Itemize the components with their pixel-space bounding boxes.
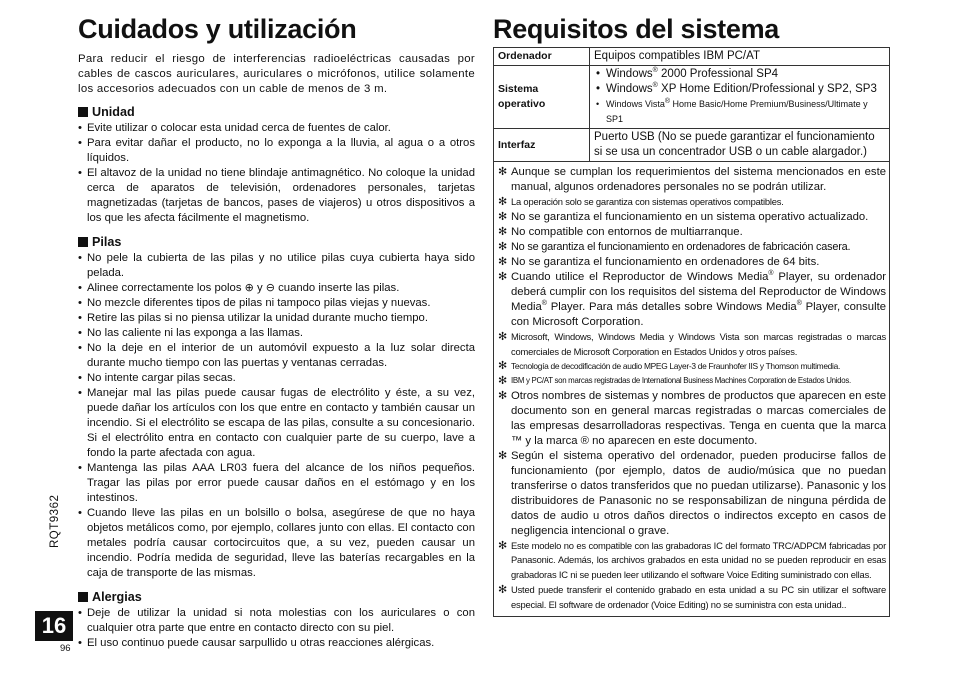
- list-item: • No mezcle diferentes tipos de pilas ni tampoco pilas viejas y nuevas.: [78, 296, 475, 311]
- list-item: • El altavoz de la unidad no tiene blindaje antimagnético. No coloque la unidad cerca de aparatos de televisión, ordenadores personales, tarjetas magnetizadas (tarjetas de bancos, pases de viajeros) u otros dispositivos a los que les afecta fácilmente el magnetismo.: [78, 166, 475, 226]
- alergias-heading: Alergias: [78, 589, 475, 605]
- os-item: • Windows® 2000 Professional SP4: [594, 67, 885, 82]
- list-item: • No intente cargar pilas secas.: [78, 371, 475, 386]
- care-intro: Para reducir el riesgo de interferencias radioeléctricas causadas por cables de cascos auriculares, auriculares o micrófonos, utilice solamente los accesorios adecuados con un cable de menos de 3 m.: [78, 53, 475, 95]
- note-item: ✻ Según el sistema operativo del ordenador, pueden producirse fallos de funcionamiento (por ejemplo, datos de audio/música que no puedan transferirse o datos transferidos que no puedan utilizarse). Panasonic y los distribuidores de Panasonic no se responsabilizan de ninguna pérdida de datos de audio u otros daños directos o indirectos excepto en casos de negligencia intencional o grave.: [498, 449, 886, 537]
- ordenador-label: Ordenador: [494, 48, 590, 66]
- minus-pole-icon: ⊖: [265, 282, 275, 294]
- note-item: ✻ IBM y PC/AT son marcas registradas de International Business Machines Corporation de Estados Unidos.: [498, 374, 851, 387]
- note-item: ✻ Otros nombres de sistemas y nombres de productos que aparecen en este documento son en general marcas registradas o marcas comerciales de las empresas desarrolladoras respectivas. Tenga en cuenta que la marca ™ y la marca ® no aparecen en este documento.: [498, 389, 886, 447]
- asterisk-icon: ✻: [498, 225, 508, 238]
- sistema-label: Sistema operativo: [494, 66, 590, 129]
- pilas-heading: Pilas: [78, 234, 475, 250]
- list-item: • No la deje en el interior de un automóvil expuesto a la luz solar directa durante mucho tiempo con las puertas y ventanas cerradas.: [78, 341, 475, 371]
- page-number: 16: [35, 611, 73, 641]
- asterisk-icon: ✻: [498, 196, 508, 208]
- note-item: ✻ No compatible con entornos de multiarranque.: [498, 225, 743, 238]
- note-item: ✻ Microsoft, Windows, Windows Media y Windows Vista son marcas registradas o marcas comerciales de Microsoft Corporation en Estados Unidos y otros países.: [498, 330, 886, 357]
- list-item: • Para evitar dañar el producto, no lo exponga a la lluvia, al agua o a otros líquidos.: [78, 136, 475, 166]
- list-item: • Retire las pilas si no piensa utilizar la unidad durante mucho tiempo.: [78, 311, 475, 326]
- note-item: ✻ Tecnología de decodificación de audio MPEG Layer-3 de Fraunhofer IIS y Thomson multimedia.: [498, 360, 840, 373]
- note-item: ✻ Cuando utilice el Reproductor de Windows Media® Player, su ordenador deberá cumplir con los requisitos del sistema del Reproductor de Windows Media® Player. Para más detalles sobre Windows Media® Player, consulte con Microsoft Corporation.: [498, 270, 886, 328]
- page-number-small: 96: [60, 643, 71, 654]
- list-item: • No las caliente ni las exponga a las llamas.: [78, 326, 475, 341]
- document-code: RQT9362: [49, 494, 61, 548]
- unidad-list: [78, 121, 475, 226]
- list-item: • Deje de utilizar la unidad si nota molestias con los auriculares o con cualquier otra parte que entre en contacto directo con su piel.: [78, 606, 475, 636]
- asterisk-icon: ✻: [498, 255, 508, 268]
- note-item: ✻ La operación solo se garantiza con sistemas operativos compatibles.: [498, 196, 784, 208]
- list-item: • Cuando lleve las pilas en un bolsillo o bolsa, asegúrese de que no haya objetos metálicos como, por ejemplo, collares junto con ellas. El contacto con metales podría causar cortocircuitos que, a su vez, pueden causar un incendio. Podría medida de seguridad, lleve las baterías recargables en la caja de transporte de las mismas.: [78, 506, 475, 581]
- pilas-list: [78, 251, 475, 581]
- requirements-table: [493, 47, 890, 162]
- note-item: ✻ No se garantiza el funcionamiento en ordenadores de 64 bits.: [498, 255, 820, 268]
- interfaz-value: Puerto USB (No se puede garantizar el funcionamiento si se usa un concentrador USB o un cable alargador.): [590, 129, 890, 162]
- asterisk-icon: ✻: [498, 166, 508, 178]
- list-item: • Mantenga las pilas AAA LR03 fuera del alcance de los niños pequeños. Tragar las pilas por error puede causar daños en el estómago y en los intestinos.: [78, 461, 475, 506]
- asterisk-icon: ✻: [498, 360, 507, 373]
- interfaz-label: Interfaz: [494, 129, 590, 162]
- list-item: • Evite utilizar o colocar esta unidad cerca de fuentes de calor.: [78, 121, 475, 136]
- asterisk-icon: ✻: [498, 374, 507, 387]
- note-item: ✻ Aunque se cumplan los requerimientos del sistema mencionados en este manual, algunos ordenadores personales no se podrán utilizar.: [498, 166, 886, 193]
- black-square-icon: [78, 237, 88, 247]
- note-item: ✻ No se garantiza el funcionamiento en ordenadores de fabricación casera.: [498, 240, 851, 253]
- right-column: [493, 12, 890, 617]
- list-item-polos: • Alinee correctamente los polos ⊕ y ⊖ cuando inserte las pilas.: [78, 281, 475, 296]
- asterisk-icon: ✻: [498, 240, 508, 253]
- note-item: ✻ Este modelo no es compatible con las grabadoras IC del formato TRC/ADPCM fabricadas por Panasonic. Además, los archivos grabados en esta unidad no se pueden reproducir en esas grabadoras IC ni se pueden leer utilizando el software Voice Editing suministrado con ellas.: [498, 539, 886, 581]
- table-row: [494, 129, 890, 162]
- table-row: [494, 48, 890, 66]
- alergias-list: [78, 606, 475, 651]
- os-item: • Windows Vista® Home Basic/Home Premium/Business/Ultimate y SP1: [594, 97, 885, 127]
- sistema-value: [590, 66, 890, 129]
- asterisk-icon: ✻: [498, 210, 508, 223]
- asterisk-icon: ✻: [498, 270, 508, 283]
- note-item: ✻ No se garantiza el funcionamiento en un sistema operativo actualizado.: [498, 210, 869, 223]
- black-square-icon: [78, 592, 88, 602]
- left-column: [78, 12, 475, 656]
- plus-pole-icon: ⊕: [244, 282, 254, 294]
- unidad-heading: Unidad: [78, 104, 475, 120]
- table-row: [494, 66, 890, 129]
- asterisk-icon: ✻: [498, 539, 508, 552]
- notes-box: [493, 162, 890, 617]
- care-title: Cuidados y utilización: [78, 14, 357, 44]
- asterisk-icon: ✻: [498, 330, 508, 343]
- ordenador-value: Equipos compatibles IBM PC/AT: [590, 48, 890, 66]
- black-square-icon: [78, 107, 88, 117]
- list-item: • No pele la cubierta de las pilas y no utilice pilas cuya cubierta haya sido pelada.: [78, 251, 475, 281]
- requirements-title: Requisitos del sistema: [493, 14, 779, 44]
- asterisk-icon: ✻: [498, 389, 508, 402]
- asterisk-icon: ✻: [498, 449, 508, 462]
- os-item: • Windows® XP Home Edition/Professional y SP2, SP3: [594, 82, 885, 97]
- asterisk-icon: ✻: [498, 583, 508, 596]
- note-item: ✻ Usted puede transferir el contenido grabado en esta unidad a su PC sin utilizar el software especial. El software de ordenador (Voice Editing) no se suministra con esta unidad..: [498, 583, 886, 610]
- list-item: • El uso continuo puede causar sarpullido u otras reacciones alérgicas.: [78, 636, 475, 651]
- list-item: • Manejar mal las pilas puede causar fugas de electrólito y éste, a su vez, puede dañar los artículos con los que entre en contacto y también causar un incendio. Si el electrólito se escapa de las pilas, consulte a su concesionario. Si el electrólito entra en contacto con cualquier parte de su cuerpo, lave a fondo la parte afectada con agua.: [78, 386, 475, 461]
